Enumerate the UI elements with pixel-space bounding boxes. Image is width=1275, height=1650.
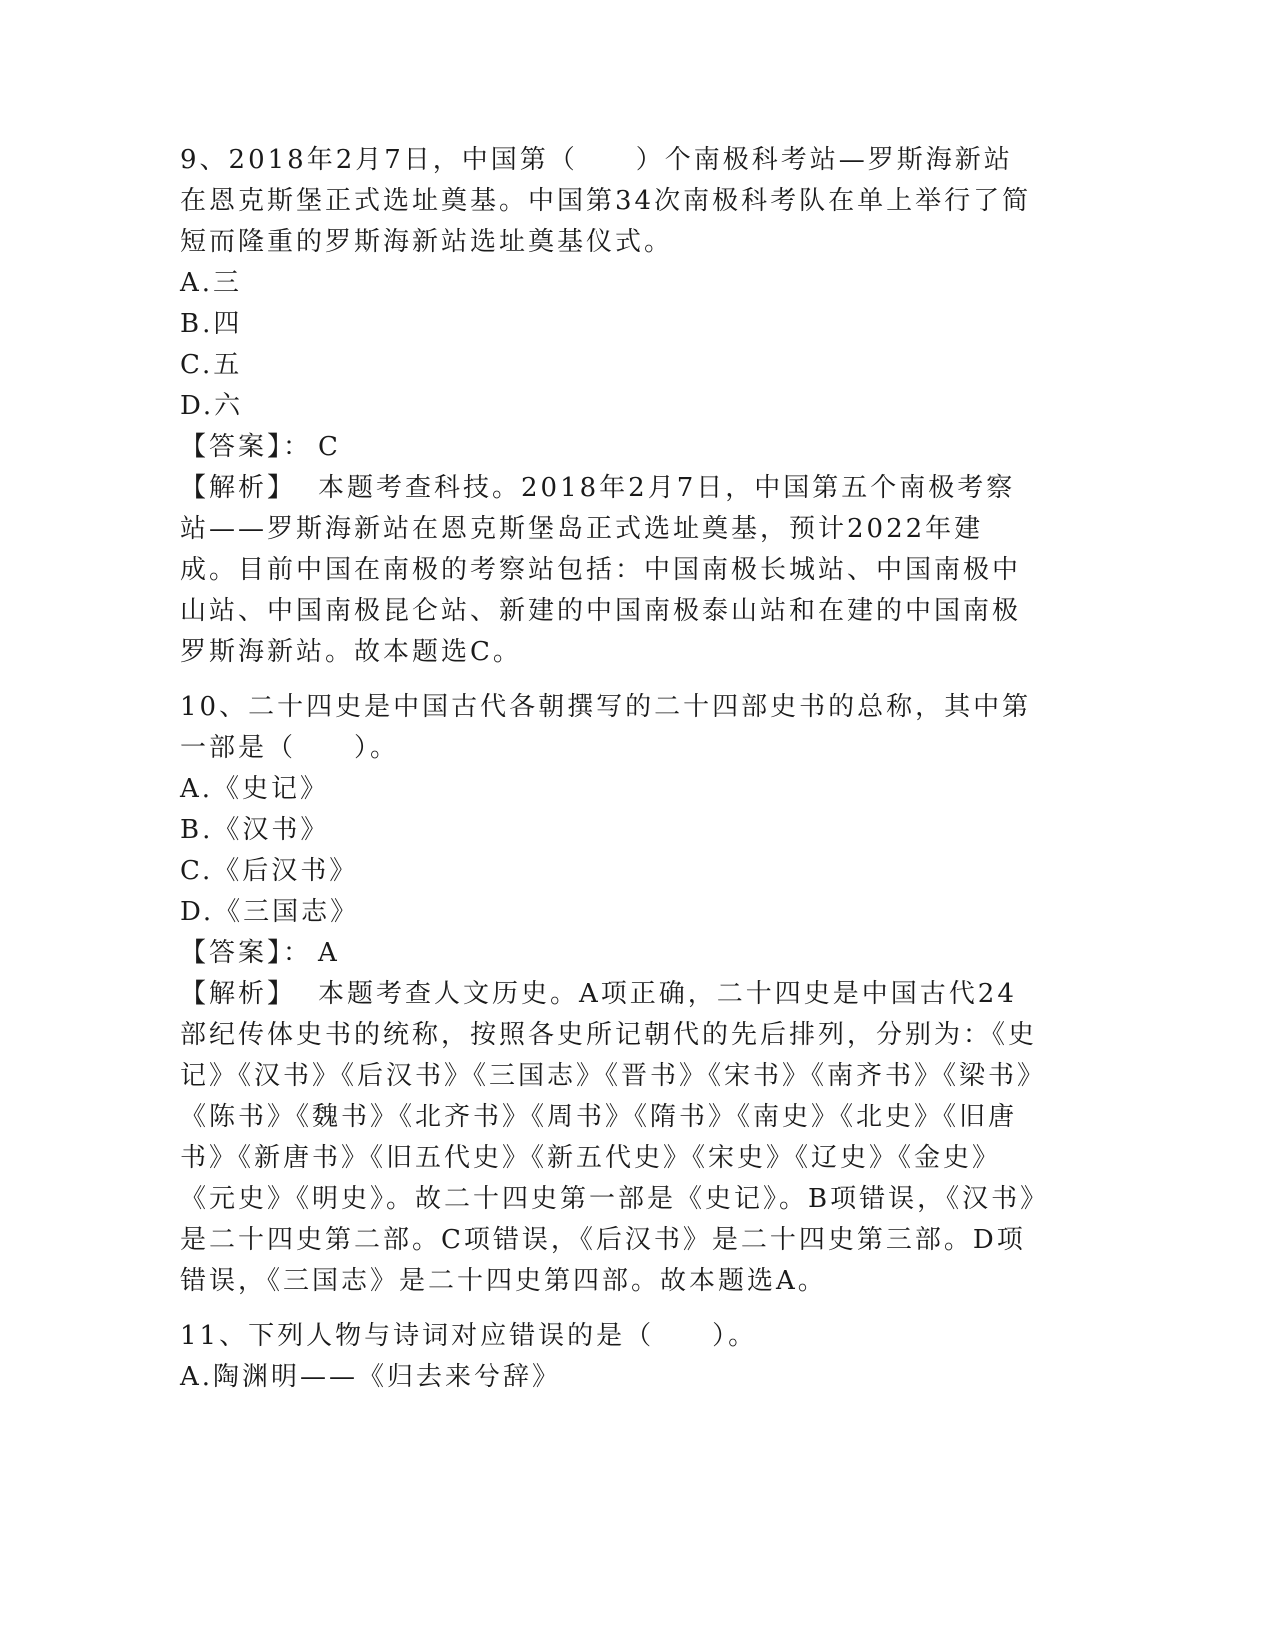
option-b: B.四	[180, 309, 243, 339]
option-c: C.《后汉书》	[180, 856, 359, 886]
option-c: C.五	[180, 350, 243, 380]
question-10	[180, 687, 1040, 1302]
analysis-paragraph	[180, 468, 1040, 673]
question-stem: 10、二十四史是中国古代各朝撰写的二十四部史书的总称，其中第一部是（ ）。	[180, 692, 1032, 763]
answer-label: 【答案】：	[180, 432, 313, 462]
question-9	[180, 140, 1040, 673]
answer-line	[180, 427, 1040, 468]
option-d: D.六	[180, 391, 244, 421]
analysis-text: 本题考查科技。2018年2月7日，中国第五个南极考察站——罗斯海新站在恩克斯堡岛正式选址奠基，预计2022年建成。目前中国在南极的考察站包括：中国南极长城站、中国南极中山站、中国南极昆仑站、新建的中国南极泰山站和在建的中国南极罗斯海新站。故本题选C。	[180, 473, 1022, 667]
analysis-text: 本题考查人文历史。A项正确，二十四史是中国古代24部纪传体史书的统称，按照各史所记朝代的先后排列，分别为：《史记》《汉书》《后汉书》《三国志》《晋书》《宋书》《南齐书》《梁书》《陈书》《魏书》《北齐书》《周书》《隋书》《南史》《北史》《旧唐书》《新唐书》《旧五代史》《新五代史》《宋史》《辽史》《金史》《元史》《明史》。故二十四史第一部是《史记》。B项错误，《汉书》是二十四史第二部。C项错误，《后汉书》是二十四史第三部。D项错误，《三国志》是二十四史第四部。故本题选A。	[180, 979, 1038, 1296]
option-a: A.《史记》	[180, 774, 330, 804]
analysis-label: 【解析】	[180, 473, 297, 503]
answer-label: 【答案】：	[180, 938, 313, 968]
analysis-paragraph	[180, 974, 1040, 1302]
option-d: D.《三国志》	[180, 897, 360, 927]
question-11	[180, 1316, 1040, 1398]
option-a: A.三	[180, 268, 243, 298]
option-b: B.《汉书》	[180, 815, 330, 845]
answer-line	[180, 933, 1040, 974]
answer-value: C	[318, 432, 341, 462]
option-a: A.陶渊明——《归去来兮辞》	[180, 1362, 562, 1392]
question-stem: 9、2018年2月7日，中国第（ ）个南极科考站—罗斯海新站在恩克斯堡正式选址奠基。中国第34次南极科考队在单上举行了简短而隆重的罗斯海新站选址奠基仪式。	[180, 145, 1032, 257]
question-stem: 11、下列人物与诗词对应错误的是（ ）。	[180, 1321, 758, 1351]
answer-value: A	[318, 938, 340, 968]
analysis-label: 【解析】	[180, 979, 297, 1009]
document-page	[180, 140, 1040, 1412]
